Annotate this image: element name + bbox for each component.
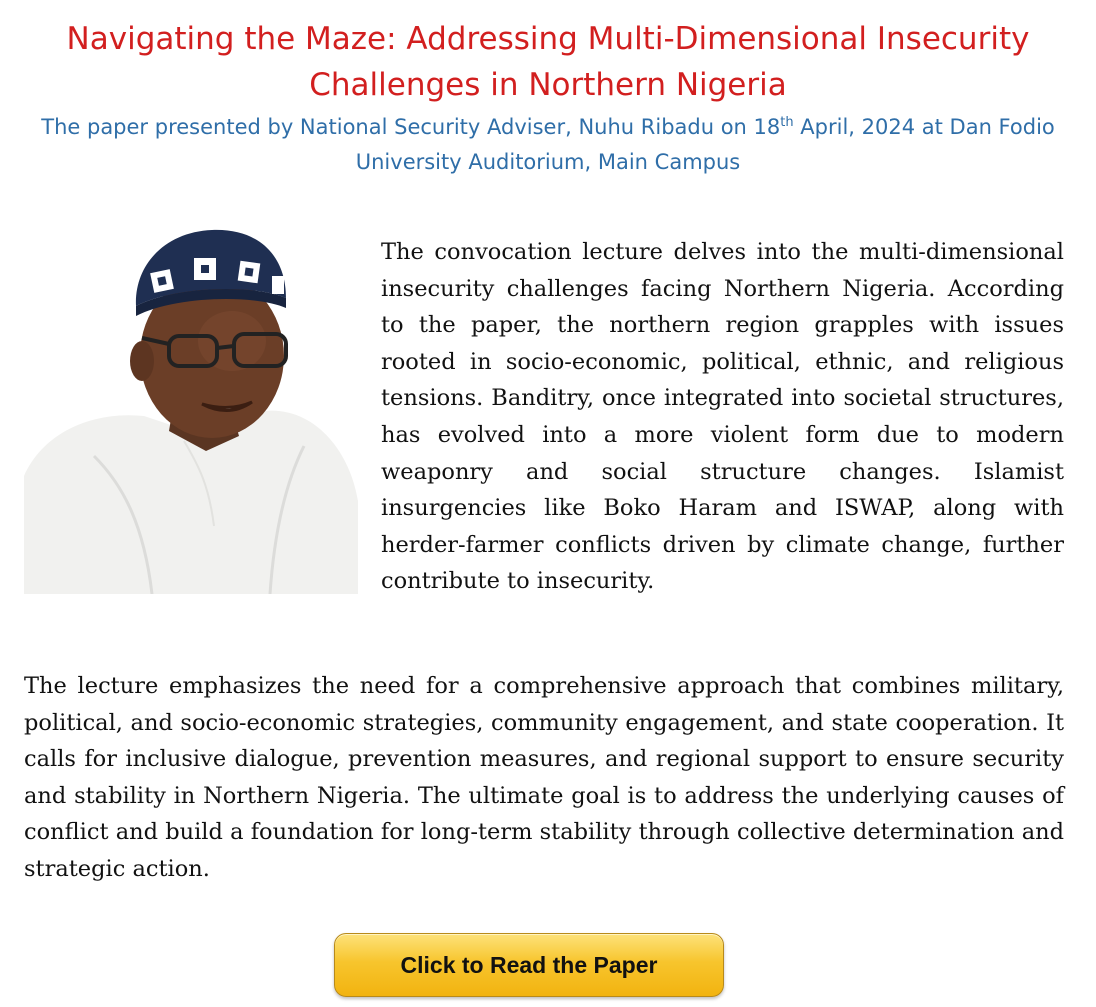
subtitle-superscript: th [780,115,794,130]
subtitle-text-start: The paper presented by National Security Adviser, Nuhu Ribadu on 18 [41,115,781,139]
speaker-portrait [24,226,358,594]
page-subtitle [20,110,1076,180]
subtitle-text-end: April, 2024 at Dan Fodio University Auditorium, Main Campus [355,115,1055,174]
intro-paragraph: The convocation lecture delves into the multi-dimensional insecurity challenges facing Northern Nigeria. According to the paper, the northern region grapples with issues rooted in socio-economic, political, ethnic, and religious tensions. Banditry, once integrated into societal structures, has evolved into a more violent form due to modern weaponry and social structure changes. Islamist insurgencies like Boko Haram and ISWAP, along with herder-farmer conflicts driven by climate change, further contribute to insecurity. [381,239,1064,595]
summary-paragraph: The lecture emphasizes the need for a comprehensive approach that combines military, political, and socio-economic strategies, community engagement, and state cooperation. It calls for inclusive dialogue, prevention measures, and regional support to ensure security and stability in Northern Nigeria. The ultimate goal is to address the underlying causes of conflict and build a foundation for long-term stability through collective determination and strategic action. [24,673,1064,882]
page-title: Navigating the Maze: Addressing Multi-Dimensional Insecurity Challenges in Northern Nigeria [66,21,1030,103]
read-paper-button[interactable]: Click to Read the Paper [334,933,724,997]
